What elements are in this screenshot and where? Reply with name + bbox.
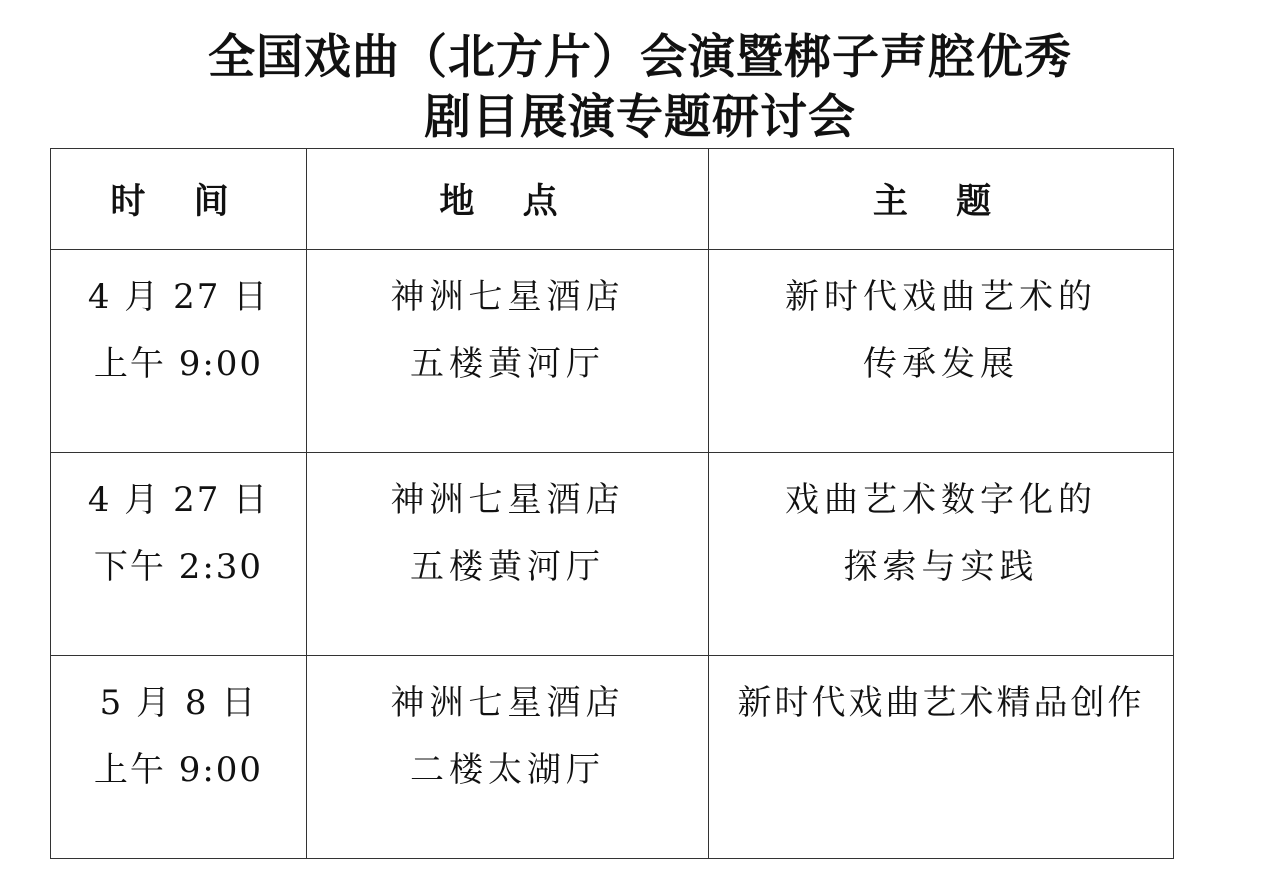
document-title-line-1: 全国戏曲（北方片）会演暨梆子声腔优秀 [208, 30, 1072, 85]
place-room: 五楼黄河厅 [410, 344, 605, 384]
place-room: 五楼黄河厅 [410, 547, 605, 587]
topic-line: 戏曲艺术数字化的 [785, 480, 1097, 520]
time-cell [51, 250, 307, 453]
table-row [51, 453, 1174, 656]
topic-cell [709, 250, 1174, 453]
schedule-table [50, 148, 1174, 859]
header-place: 地 点 [307, 149, 709, 250]
time-date: 4 月 27 日 [87, 277, 270, 317]
topic-cell [709, 656, 1174, 859]
table-row [51, 656, 1174, 859]
time-clock: 上午 9:00 [93, 750, 264, 790]
header-topic: 主 题 [709, 149, 1174, 250]
topic-cell [709, 453, 1174, 656]
place-cell [307, 656, 709, 859]
place-cell [307, 250, 709, 453]
table-header-row [51, 149, 1174, 250]
place-venue: 神洲七星酒店 [390, 480, 625, 520]
time-clock: 上午 9:00 [93, 344, 264, 384]
time-date: 4 月 27 日 [87, 480, 270, 520]
place-cell [307, 453, 709, 656]
header-time: 时 间 [51, 149, 307, 250]
place-room: 二楼太湖厅 [410, 750, 605, 790]
document-title-line-2: 剧目展演专题研讨会 [424, 90, 856, 145]
time-cell [51, 453, 307, 656]
table-row [51, 250, 1174, 453]
time-clock: 下午 2:30 [93, 547, 264, 587]
place-venue: 神洲七星酒店 [390, 277, 625, 317]
place-venue: 神洲七星酒店 [390, 683, 625, 723]
topic-line: 新时代戏曲艺术精品创作 [737, 683, 1145, 723]
topic-line: 探索与实践 [843, 547, 1039, 587]
time-cell [51, 656, 307, 859]
topic-line: 新时代戏曲艺术的 [785, 277, 1097, 317]
time-date: 5 月 8 日 [99, 683, 258, 723]
topic-line: 传承发展 [863, 344, 1019, 384]
